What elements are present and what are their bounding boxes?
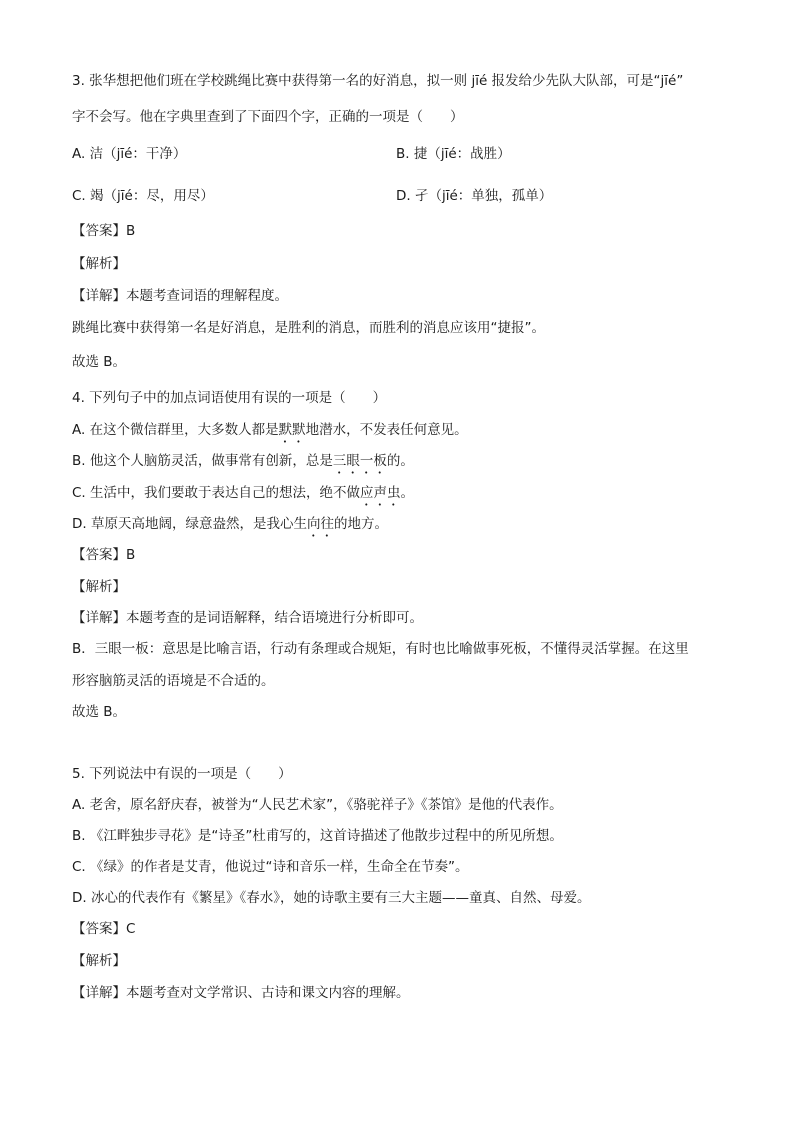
q5-answer: 【答案】C bbox=[72, 921, 136, 937]
q3-explanation: 跳绳比赛中获得第一名是好消息，是胜利的消息，而胜利的消息应该用“捷报”。 bbox=[72, 320, 545, 336]
q4-detail: 【详解】本题考查的是词语解释，结合语境进行分析即可。 bbox=[72, 610, 423, 626]
q4-stem: 4. 下列句子中的加点词语使用有误的一项是（ ） bbox=[72, 390, 387, 406]
q5-option-d: D. 冰心的代表作有《繁星》《春水》，她的诗歌主要有三大主题——童真、自然、母爱。 bbox=[72, 890, 591, 906]
q4-answer: 【答案】B bbox=[72, 547, 136, 563]
q5-option-a: A. 老舍，原名舒庆春，被誉为“人民艺术家”，《骆驼祥子》《茶馆》是他的代表作。 bbox=[72, 797, 563, 813]
q3-conclusion: 故选 B。 bbox=[72, 354, 127, 370]
q3-stem-line-2: 字不会写。他在字典里查到了下面四个字，正确的一项是（ ） bbox=[72, 109, 464, 125]
q5-stem: 5. 下列说法中有误的一项是（ ） bbox=[72, 766, 292, 782]
q3-detail: 【详解】本题考查词语的理解程度。 bbox=[72, 288, 288, 304]
q5-detail: 【详解】本题考查对文学常识、古诗和课文内容的理解。 bbox=[72, 985, 410, 1001]
q4-option-b-post: 的。 bbox=[386, 453, 414, 469]
q4-option-c-post: 。 bbox=[400, 485, 415, 501]
q3-analysis-label: 【解析】 bbox=[72, 256, 126, 272]
q5-option-c: C. 《绿》的作者是艾青，他说过“诗和音乐一样，生命全在节奏”。 bbox=[72, 859, 469, 875]
q4-option-d-pre: D. 草原天高地阔，绿意盎然，是我心生 bbox=[72, 516, 307, 532]
q4-option-d-post: 的地方。 bbox=[333, 516, 388, 532]
q4-option-a-pre: A. 在这个微信群里，大多数人都是 bbox=[72, 422, 279, 438]
q4-explanation-line-1: B．三眼一板：意思是比喻言语，行动有条理或合规矩，有时也比喻做事死板，不懂得灵活掌握。在这里 bbox=[72, 641, 689, 657]
q5-option-b: B. 《江畔独步寻花》是“诗圣”杜甫写的，这首诗描述了他散步过程中的所见所想。 bbox=[72, 828, 563, 844]
q4-option-a bbox=[72, 421, 468, 446]
q4-explanation-line-2: 形容脑筋灵活的语境是不合适的。 bbox=[72, 673, 275, 689]
q3-option-a: A. 洁（jīé：干净） bbox=[72, 146, 187, 162]
q4-option-b bbox=[72, 452, 414, 477]
q4-option-d bbox=[72, 515, 388, 540]
q3-option-b: B. 捷（jīé：战胜） bbox=[396, 146, 511, 162]
q4-option-c-pre: C. 生活中，我们要敢于表达自己的想法，绝不做 bbox=[72, 485, 361, 501]
q4-option-c-dotted-word: 应声虫 bbox=[360, 485, 401, 501]
q5-analysis-label: 【解析】 bbox=[72, 953, 126, 969]
q4-option-b-dotted-word: 三眼一板 bbox=[332, 453, 387, 469]
q4-analysis-label: 【解析】 bbox=[72, 579, 126, 595]
q3-option-d: D. 孑（jīé：单独，孤单） bbox=[396, 188, 553, 204]
q4-option-a-post: 地潜水，不发表任何意见。 bbox=[305, 422, 468, 438]
q3-option-c: C. 竭（jīé：尽，用尽） bbox=[72, 188, 214, 204]
q4-option-b-pre: B. 他这个人脑筋灵活，做事常有创新，总是 bbox=[72, 453, 333, 469]
q4-option-c bbox=[72, 484, 414, 509]
q3-stem-line-1: 3. 张华想把他们班在学校跳绳比赛中获得第一名的好消息，拟一则 jīé 报发给少先队大队部，可是“jīé” bbox=[72, 73, 684, 89]
q4-option-a-dotted-word: 默默 bbox=[278, 422, 306, 438]
q4-conclusion: 故选 B。 bbox=[72, 704, 127, 720]
q4-option-d-dotted-word: 向往 bbox=[306, 516, 334, 532]
q3-answer: 【答案】B bbox=[72, 223, 136, 239]
